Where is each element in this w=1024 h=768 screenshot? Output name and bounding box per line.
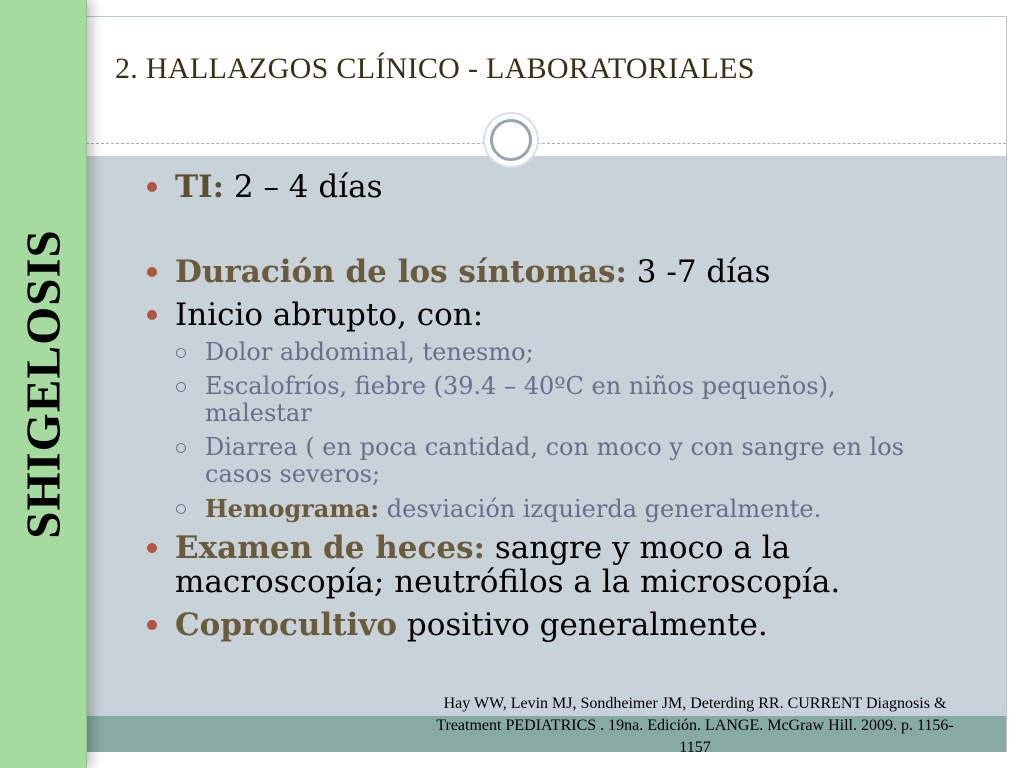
side-bar (0, 0, 87, 768)
duracion-label: Duración de los síntomas: (175, 254, 627, 290)
header-divider (86, 143, 1006, 144)
escalofrios-line-1: Escalofríos, fiebre (39.4 – 40ºC en niños pequeños), (205, 372, 836, 400)
inicio-text: Inicio abrupto, con: (175, 297, 484, 333)
ti-label: TI: (175, 169, 225, 205)
examen-label: Examen de heces: (175, 530, 485, 566)
examen-value-line-2: macroscopía; neutrófilos a la microscopía. (175, 564, 841, 600)
diarrea-line-2: casos severos; (205, 460, 381, 488)
diarrea-line-1: Diarrea ( en poca cantidad, con moco y con sangre en los (205, 433, 904, 461)
ti-value: 2 – 4 días (224, 169, 383, 205)
right-border (1006, 16, 1007, 752)
sub-bullet-dolor (205, 339, 534, 366)
bullet-duracion (175, 255, 771, 289)
reference-line-2: Treatment PEDIATRICS . 19na. Edición. LANGE. McGraw Hill. 2009. p. 1156- (436, 717, 954, 734)
ring-decoration-icon (485, 114, 537, 166)
dolor-text: Dolor abdominal, tenesmo; (205, 338, 534, 366)
bullet-inicio (175, 298, 483, 332)
reference-citation (395, 693, 995, 759)
coprocultivo-value: positivo generalmente. (397, 607, 768, 643)
coprocultivo-label: Coprocultivo (175, 607, 398, 643)
sub-bullet-diarrea (205, 434, 904, 488)
examen-value-line-1: sangre y moco a la (485, 530, 791, 566)
reference-line-3: 1157 (679, 739, 711, 756)
side-title: SHIGELOSIS (15, 229, 71, 539)
bullet-coprocultivo (175, 608, 768, 642)
duracion-value: 3 -7 días (626, 254, 771, 290)
reference-line-1: Hay WW, Levin MJ, Sondheimer JM, Deterding RR. CURRENT Diagnosis & (443, 695, 947, 712)
sub-bullet-hemograma (205, 495, 821, 523)
hemograma-label: Hemograma: (205, 494, 380, 523)
hemograma-value: desviación izquierda generalmente. (379, 495, 822, 523)
bullet-ti (175, 170, 383, 204)
header-top-rule (86, 16, 1006, 17)
bullet-examen (175, 531, 840, 599)
escalofrios-line-2: malestar (205, 399, 312, 427)
page-title: 2. HALLAZGOS CLÍNICO - LABORATORIALES (115, 52, 755, 85)
sub-bullet-escalofrios (205, 373, 836, 427)
